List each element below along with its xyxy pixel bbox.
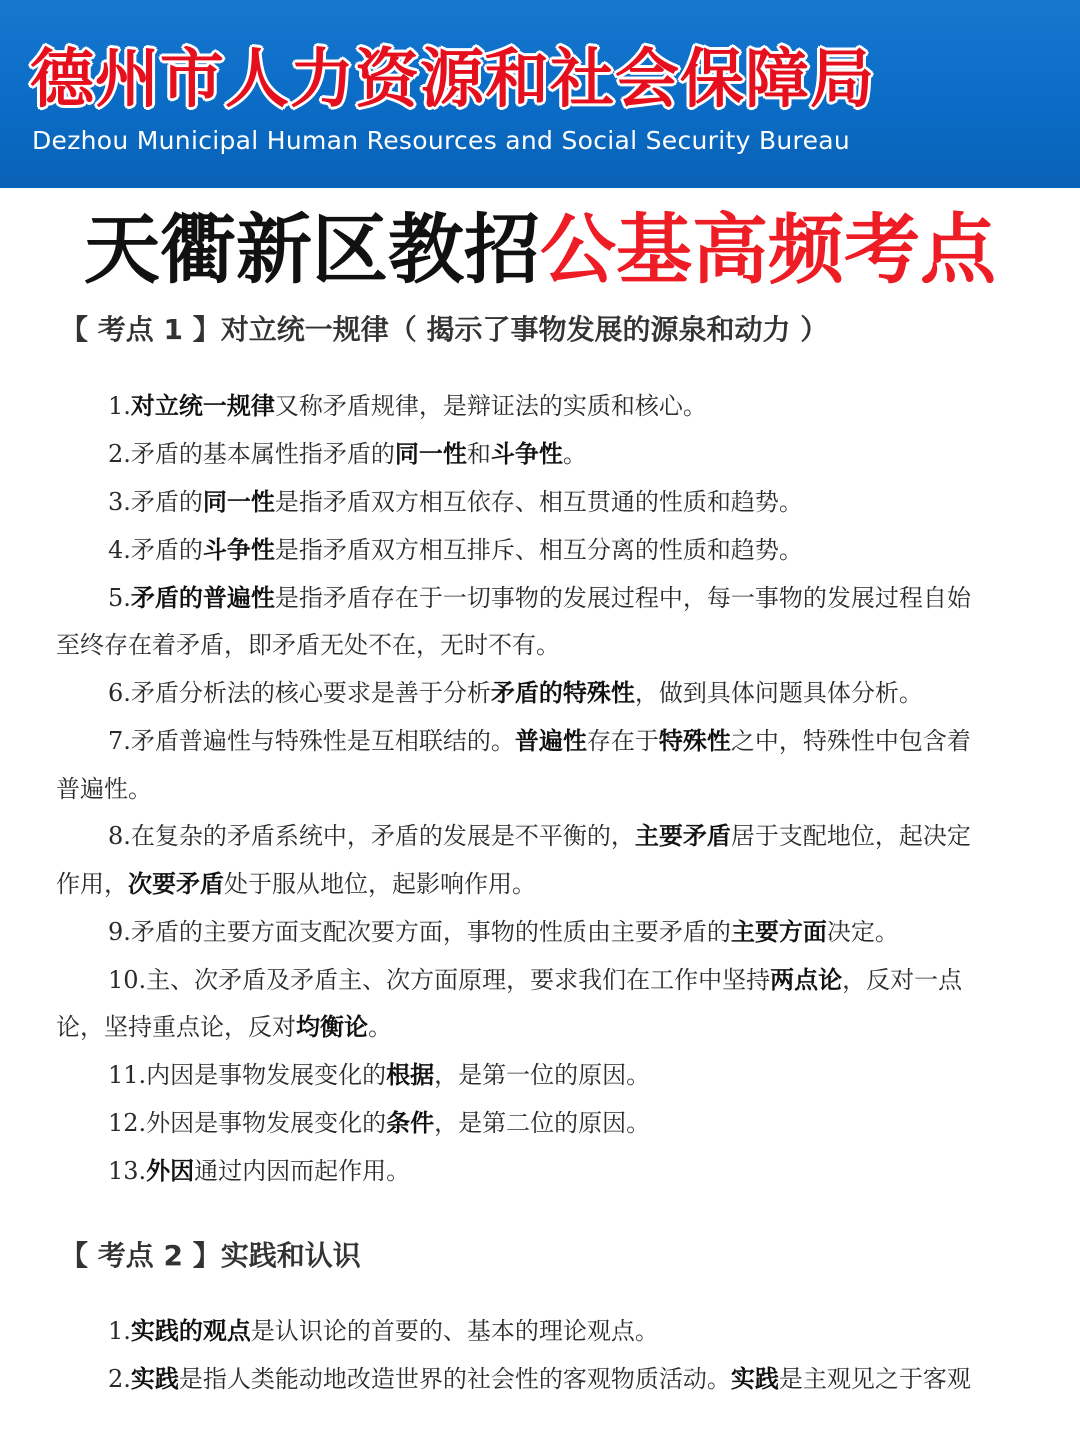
s1-item-5-cont: 至终存在着矛盾，即矛盾无处不在，无时不有。 <box>56 631 560 659</box>
s1-item-8: 8.在复杂的矛盾系统中，矛盾的发展是不平衡的，主要矛盾居于支配地位，起决定 <box>108 822 971 850</box>
s1-item-10: 10.主、次矛盾及矛盾主、次方面原理，要求我们在工作中坚持两点论，反对一点 <box>108 966 963 994</box>
s1-item-8-cont: 作用，次要矛盾处于服从地位，起影响作用。 <box>56 870 536 898</box>
section-1-title: 【 考点 1 】对立统一规律（ 揭示了事物发展的源泉和动力 ） <box>60 313 829 346</box>
section-2-title: 【 考点 2 】实践和认识 <box>60 1239 361 1272</box>
headline-black-part: 天衢新区教招 <box>84 205 540 294</box>
s1-item-6: 6.矛盾分析法的核心要求是善于分析矛盾的特殊性，做到具体问题具体分析。 <box>108 679 923 707</box>
s1-item-2: 2.矛盾的基本属性指矛盾的同一性和斗争性。 <box>108 440 587 468</box>
bureau-title: 德州市人力资源和社会保障局 <box>30 43 875 117</box>
s1-item-9: 9.矛盾的主要方面支配次要方面，事物的性质由主要矛盾的主要方面决定。 <box>108 918 899 946</box>
header-banner <box>0 0 1080 188</box>
s1-item-10-cont: 论，坚持重点论，反对均衡论。 <box>56 1013 392 1041</box>
s2-item-2: 2.实践是指人类能动地改造世界的社会性的客观物质活动。实践是主观见之于客观 <box>108 1365 971 1393</box>
s1-item-13: 13.外因通过内因而起作用。 <box>108 1157 411 1185</box>
bureau-subtitle: Dezhou Municipal Human Resources and Social Security Bureau <box>32 126 851 155</box>
s1-item-5: 5.矛盾的普遍性是指矛盾存在于一切事物的发展过程中，每一事物的发展过程自始 <box>108 584 971 612</box>
page-headline <box>0 200 1080 300</box>
s1-item-11: 11.内因是事物发展变化的根据，是第一位的原因。 <box>108 1061 651 1089</box>
s2-item-1: 1.实践的观点是认识论的首要的、基本的理论观点。 <box>108 1317 659 1345</box>
s1-item-12: 12.外因是事物发展变化的条件，是第二位的原因。 <box>108 1109 651 1137</box>
headline-red-part: 公基高频考点 <box>540 205 996 294</box>
s1-item-4: 4.矛盾的斗争性是指矛盾双方相互排斥、相互分离的性质和趋势。 <box>108 536 803 564</box>
s1-item-3: 3.矛盾的同一性是指矛盾双方相互依存、相互贯通的性质和趋势。 <box>108 488 803 516</box>
s1-item-1: 1.对立统一规律又称矛盾规律，是辩证法的实质和核心。 <box>108 392 707 420</box>
s1-item-7: 7.矛盾普遍性与特殊性是互相联结的。普遍性存在于特殊性之中，特殊性中包含着 <box>108 727 971 755</box>
s1-item-7-cont: 普遍性。 <box>56 775 152 803</box>
